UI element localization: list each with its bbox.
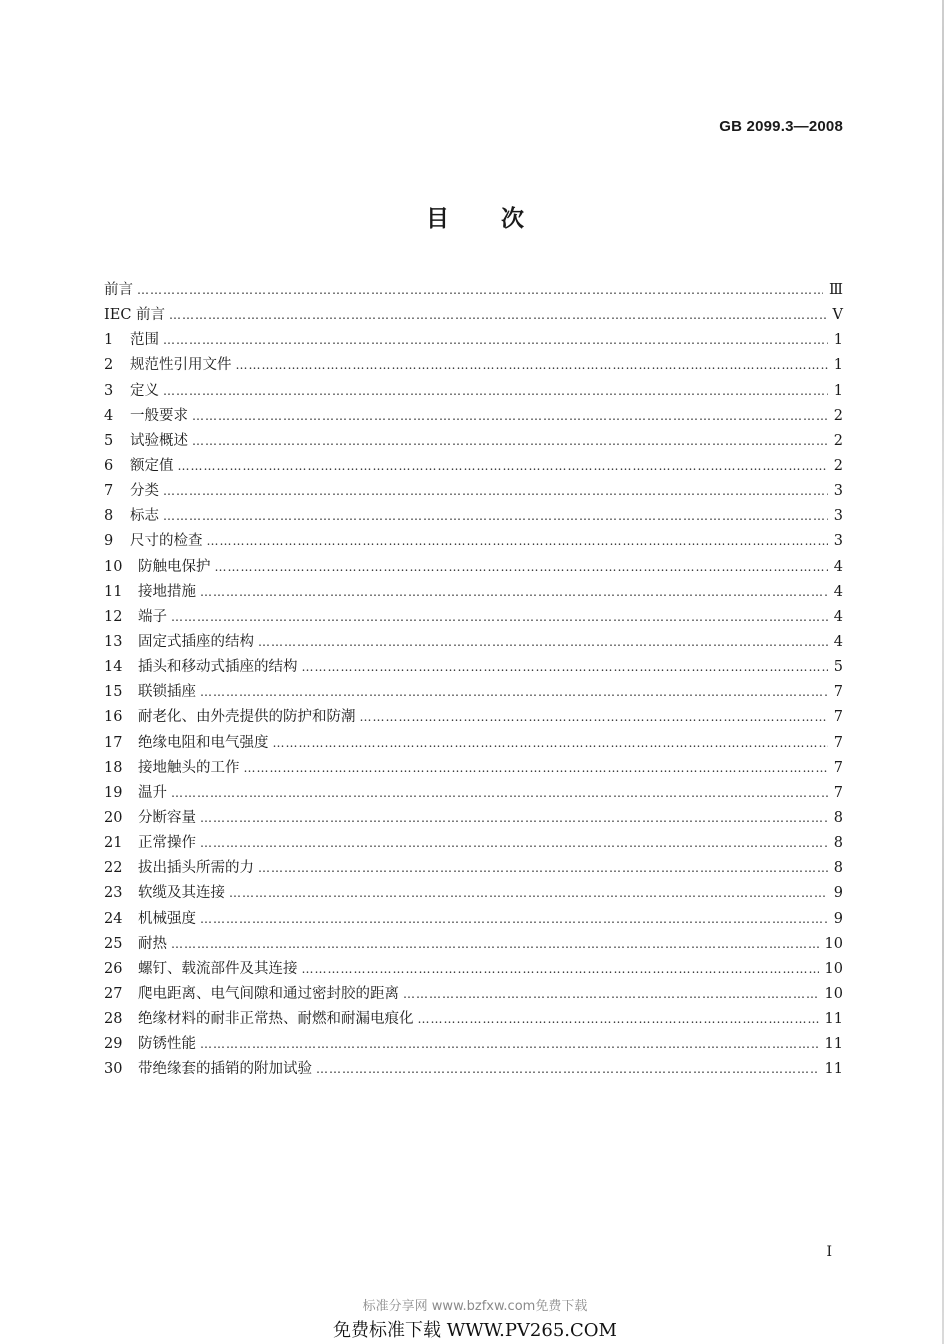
toc-entry[interactable] — [104, 555, 843, 580]
toc-entry[interactable] — [104, 1057, 843, 1082]
toc-entry-page: 1 — [833, 332, 843, 349]
toc-entry-label: 防锈性能 — [138, 1036, 196, 1053]
toc-entry-page: 9 — [833, 885, 843, 902]
toc-dot-leader — [229, 881, 828, 906]
toc-entry-page: 11 — [824, 1036, 843, 1053]
toc-entry-label: 额定值 — [130, 457, 174, 474]
toc-entry-page: 7 — [833, 759, 843, 776]
toc-entry-page: 3 — [833, 508, 843, 525]
toc-entry[interactable] — [104, 429, 843, 454]
toc-entry[interactable] — [104, 705, 843, 730]
toc-entry-number: 28 — [104, 1011, 123, 1028]
toc-entry-number: 7 — [104, 483, 114, 500]
toc-entry-number: 13 — [104, 633, 123, 650]
toc-dot-leader — [137, 278, 823, 303]
toc-entry-page: 2 — [833, 457, 843, 474]
toc-entry[interactable] — [104, 1007, 843, 1032]
toc-entry[interactable] — [104, 655, 843, 680]
toc-entry-page: 4 — [833, 558, 843, 575]
toc-entry-page: 7 — [833, 709, 843, 726]
toc-entry-label: 耐热 — [138, 935, 167, 952]
watermark-line-2: 免费标准下载 WWW.PV265.COM — [333, 1320, 617, 1341]
toc-dot-leader — [200, 907, 828, 932]
toc-entry-number: 1 — [104, 332, 114, 349]
toc-dot-leader — [200, 580, 828, 605]
toc-entry[interactable] — [104, 580, 843, 605]
toc-entry-page: 8 — [833, 860, 843, 877]
toc-entry-number: 10 — [104, 558, 123, 575]
toc-dot-leader — [258, 630, 828, 655]
toc-entry-number: 22 — [104, 860, 123, 877]
page-number: I — [826, 1244, 832, 1260]
page-title: 目次 — [426, 206, 576, 232]
toc-dot-leader — [236, 353, 828, 378]
toc-dot-leader — [192, 429, 828, 454]
toc-entry[interactable] — [104, 328, 843, 353]
toc-entry-label: 尺寸的检查 — [130, 533, 203, 550]
toc-entry[interactable] — [104, 454, 843, 479]
toc-entry-number: 26 — [104, 960, 123, 977]
watermark-line-1: 标准分享网 www.bzfxw.com免费下载 — [362, 1299, 588, 1314]
toc-entry-number: 29 — [104, 1036, 123, 1053]
toc-entry[interactable] — [104, 756, 843, 781]
toc-entry-label: 机械强度 — [138, 910, 196, 927]
toc-dot-leader — [316, 1057, 819, 1082]
toc-dot-leader — [178, 454, 828, 479]
toc-entry-number: 6 — [104, 457, 114, 474]
toc-entry-label: 定义 — [130, 382, 159, 399]
toc-entry-label: IEC 前言 — [104, 307, 166, 324]
toc-entry-page: 10 — [824, 935, 843, 952]
toc-dot-leader — [302, 957, 819, 982]
toc-dot-leader — [163, 504, 828, 529]
toc-entry[interactable] — [104, 630, 843, 655]
toc-dot-leader — [273, 731, 828, 756]
toc-entry-number: 24 — [104, 910, 123, 927]
toc-entry-page: 3 — [833, 533, 843, 550]
toc-entry-number: 3 — [104, 382, 114, 399]
toc-entry-page: 1 — [833, 357, 843, 374]
toc-entry-page: 3 — [833, 483, 843, 500]
toc-entry[interactable] — [104, 856, 843, 881]
toc-entry-number: 5 — [104, 432, 114, 449]
toc-entry-label: 试验概述 — [130, 432, 188, 449]
toc-entry[interactable] — [104, 479, 843, 504]
toc-entry[interactable] — [104, 353, 843, 378]
toc-dot-leader — [403, 982, 819, 1007]
toc-entry-label: 绝缘电阻和电气强度 — [138, 734, 269, 751]
toc-entry[interactable] — [104, 982, 843, 1007]
toc-entry-number: 15 — [104, 684, 123, 701]
toc-dot-leader — [302, 655, 828, 680]
toc-dot-leader — [244, 756, 828, 781]
toc-dot-leader — [215, 555, 828, 580]
toc-entry-label: 防触电保护 — [138, 558, 211, 575]
toc-dot-leader — [163, 379, 828, 404]
toc-dot-leader — [169, 303, 826, 328]
toc-entry[interactable] — [104, 932, 843, 957]
toc-entry-label: 绝缘材料的耐非正常热、耐燃和耐漏电痕化 — [138, 1011, 414, 1028]
toc-dot-leader — [360, 705, 828, 730]
toc-entry-number: 21 — [104, 835, 123, 852]
toc-entry-number: 11 — [104, 583, 123, 600]
toc-entry-label: 耐老化、由外壳提供的防护和防潮 — [138, 709, 356, 726]
toc-entry-number: 27 — [104, 985, 123, 1002]
toc-entry-label: 接地措施 — [138, 583, 196, 600]
toc-entry-label: 螺钉、载流部件及其连接 — [138, 960, 298, 977]
toc-dot-leader — [171, 932, 819, 957]
toc-dot-leader — [200, 806, 828, 831]
toc-entry[interactable] — [104, 303, 843, 328]
toc-entry-label: 拔出插头所需的力 — [138, 860, 254, 877]
toc-dot-leader — [171, 781, 828, 806]
toc-entry-number: 16 — [104, 709, 123, 726]
toc-entry[interactable] — [104, 504, 843, 529]
toc-entry-label: 范围 — [130, 332, 159, 349]
toc-entry-number: 4 — [104, 407, 114, 424]
toc-entry[interactable] — [104, 1032, 843, 1057]
toc-dot-leader — [207, 529, 828, 554]
toc-dot-leader — [200, 680, 828, 705]
toc-entry[interactable] — [104, 278, 843, 303]
toc-entry-page: 8 — [833, 809, 843, 826]
toc-entry-number: 17 — [104, 734, 123, 751]
toc-entry[interactable] — [104, 605, 843, 630]
toc-entry-label: 爬电距离、电气间隙和通过密封胶的距离 — [138, 985, 399, 1002]
toc-entry-label: 标志 — [130, 508, 159, 525]
toc-entry-page: 1 — [833, 382, 843, 399]
toc-dot-leader — [258, 856, 828, 881]
toc-entry-page: 9 — [833, 910, 843, 927]
toc-entry[interactable] — [104, 379, 843, 404]
toc-entry-number: 25 — [104, 935, 123, 952]
toc-entry-label: 温升 — [138, 784, 167, 801]
toc-entry-page: 7 — [833, 784, 843, 801]
toc-entry-label: 插头和移动式插座的结构 — [138, 659, 298, 676]
toc-entry-label: 规范性引用文件 — [130, 357, 232, 374]
toc-entry-label: 软缆及其连接 — [138, 885, 225, 902]
toc-entry[interactable] — [104, 957, 843, 982]
toc-entry-label: 接地触头的工作 — [138, 759, 240, 776]
toc-entry[interactable] — [104, 529, 843, 554]
toc-entry[interactable] — [104, 881, 843, 906]
toc-entry[interactable] — [104, 680, 843, 705]
toc-dot-leader — [163, 328, 828, 353]
toc-entry-number: 20 — [104, 809, 123, 826]
toc-entry-label: 一般要求 — [130, 407, 188, 424]
toc-entry[interactable] — [104, 806, 843, 831]
toc-entry[interactable] — [104, 404, 843, 429]
toc-entry-number: 23 — [104, 885, 123, 902]
toc-entry-page: 4 — [833, 583, 843, 600]
toc-entry-page: 2 — [833, 432, 843, 449]
toc-entry[interactable] — [104, 907, 843, 932]
toc-entry-label: 固定式插座的结构 — [138, 633, 254, 650]
toc-dot-leader — [418, 1007, 819, 1032]
toc-entry-page: Ⅲ — [829, 282, 843, 298]
table-of-contents — [104, 278, 843, 1083]
toc-entry-label: 分断容量 — [138, 809, 196, 826]
toc-dot-leader — [200, 831, 828, 856]
toc-entry-label: 分类 — [130, 483, 159, 500]
toc-entry-number: 12 — [104, 608, 123, 625]
toc-entry-label: 带绝缘套的插销的附加试验 — [138, 1061, 312, 1078]
toc-dot-leader — [171, 605, 828, 630]
toc-entry-page: 7 — [833, 734, 843, 751]
toc-entry-number: 30 — [104, 1061, 123, 1078]
toc-entry-page: 11 — [824, 1061, 843, 1078]
toc-entry-label: 前言 — [104, 282, 133, 298]
toc-entry-page: 4 — [833, 633, 843, 650]
toc-entry-page: 7 — [833, 684, 843, 701]
toc-entry-page: 11 — [824, 1011, 843, 1028]
standard-code: GB 2099.3—2008 — [719, 118, 843, 135]
toc-entry-page: Ⅴ — [832, 307, 843, 324]
toc-entry-page: 10 — [824, 985, 843, 1002]
toc-entry-number: 2 — [104, 357, 114, 374]
toc-entry-label: 端子 — [138, 608, 167, 625]
toc-dot-leader — [163, 479, 828, 504]
toc-entry-label: 正常操作 — [138, 835, 196, 852]
toc-entry[interactable] — [104, 781, 843, 806]
toc-entry-page: 4 — [833, 608, 843, 625]
toc-entry-number: 18 — [104, 759, 123, 776]
toc-entry[interactable] — [104, 831, 843, 856]
toc-entry-page: 10 — [824, 960, 843, 977]
toc-entry-label: 联锁插座 — [138, 684, 196, 701]
toc-entry-page: 2 — [833, 407, 843, 424]
toc-entry-number: 8 — [104, 508, 114, 525]
toc-entry-number: 9 — [104, 533, 114, 550]
toc-entry[interactable] — [104, 731, 843, 756]
toc-dot-leader — [192, 404, 828, 429]
toc-dot-leader — [200, 1032, 819, 1057]
toc-entry-number: 19 — [104, 784, 123, 801]
toc-entry-number: 14 — [104, 659, 123, 676]
toc-entry-page: 8 — [833, 835, 843, 852]
toc-entry-page: 5 — [833, 659, 843, 676]
